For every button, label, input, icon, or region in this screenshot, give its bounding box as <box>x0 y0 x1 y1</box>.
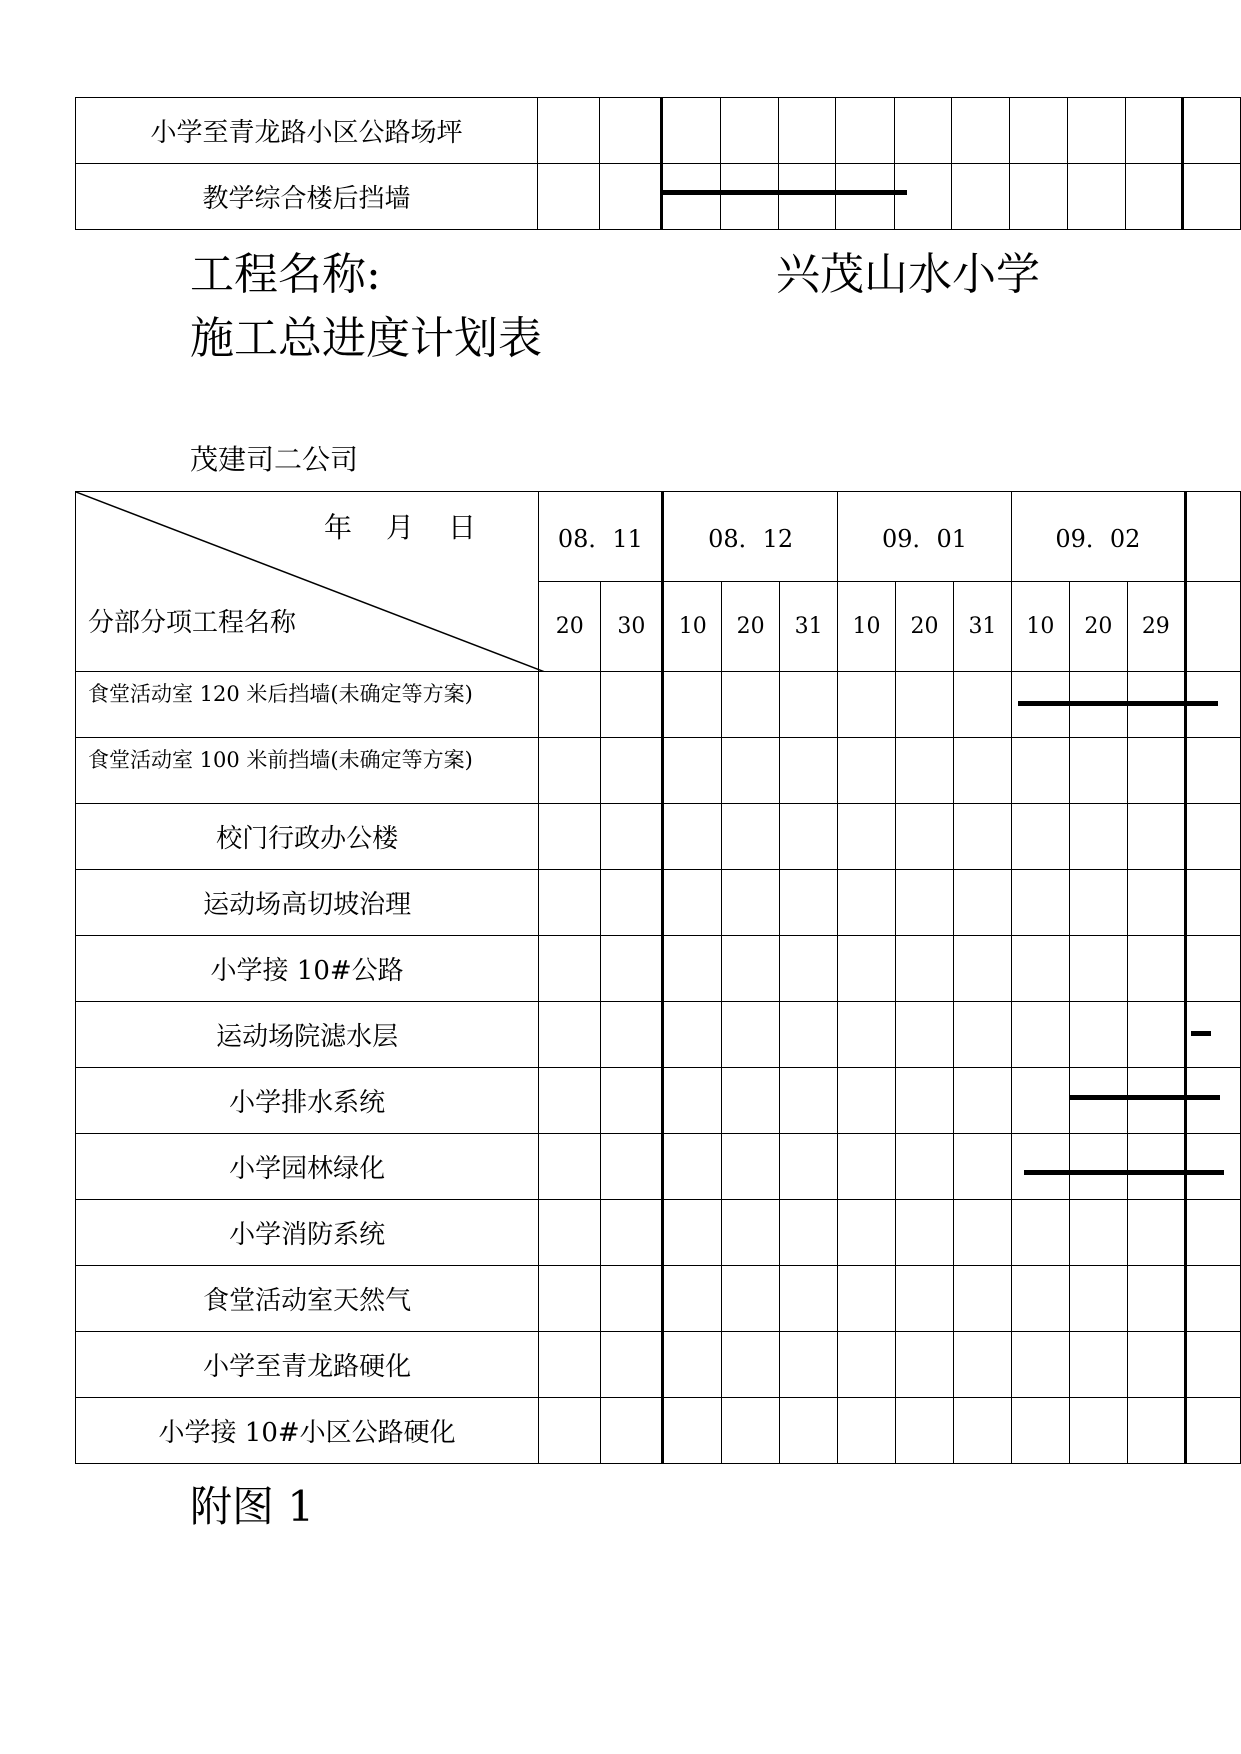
timeline-cell <box>953 804 1011 870</box>
task-name: 运动场院滤水层 <box>76 1002 539 1068</box>
timeline-cell <box>1012 738 1069 804</box>
timeline-cell <box>1069 738 1127 804</box>
timeline-cell <box>837 1332 895 1398</box>
timeline-cell <box>953 1266 1011 1332</box>
timeline-cell <box>601 1266 663 1332</box>
day-header: 29 <box>1128 582 1186 672</box>
timeline-cell <box>601 672 663 738</box>
day-label: 日 <box>448 511 477 544</box>
timeline-cell <box>896 672 953 738</box>
timeline-cell <box>1069 1398 1127 1464</box>
timeline-cell <box>1069 1332 1127 1398</box>
month-header: 08．12 <box>663 492 837 582</box>
timeline-cell <box>539 672 601 738</box>
timeline-cell <box>721 672 779 738</box>
task-name: 小学接 10#小区公路硬化 <box>76 1398 539 1464</box>
timeline-cell <box>1185 936 1240 1002</box>
day-header: 20 <box>721 582 779 672</box>
project-name: 兴茂山水小学 <box>776 249 1040 300</box>
table-title: 施工总进度计划表 <box>190 313 542 364</box>
timeline-cell <box>896 936 953 1002</box>
task-name: 运动场高切坡治理 <box>76 870 539 936</box>
task-name: 小学排水系统 <box>76 1068 539 1134</box>
day-header: 20 <box>1069 582 1127 672</box>
table-row <box>76 1200 1241 1266</box>
task-name: 小学至青龙路硬化 <box>76 1332 539 1398</box>
timeline-cell <box>1185 1002 1240 1068</box>
timeline-cell <box>601 1002 663 1068</box>
date-header <box>324 506 510 546</box>
timeline-cell <box>896 870 953 936</box>
timeline-cell <box>1012 672 1069 738</box>
timeline-cell <box>953 870 1011 936</box>
timeline-cell <box>837 738 895 804</box>
timeline-cell <box>721 870 779 936</box>
timeline-cell <box>896 1266 953 1332</box>
timeline-cell <box>721 1068 779 1134</box>
table-row <box>76 738 1241 804</box>
timeline-cell <box>1069 1266 1127 1332</box>
timeline-cell <box>539 1134 601 1200</box>
timeline-cell <box>837 1068 895 1134</box>
timeline-cell <box>539 1266 601 1332</box>
timeline-cell <box>780 804 837 870</box>
timeline-cell <box>663 1200 721 1266</box>
timeline-cell <box>663 1266 721 1332</box>
task-name: 食堂活动室 120 米后挡墙(未确定等方案) <box>76 672 539 738</box>
timeline-cell <box>780 738 837 804</box>
timeline-cell <box>539 936 601 1002</box>
timeline-cell <box>663 1068 721 1134</box>
timeline-cell <box>539 738 601 804</box>
task-name: 食堂活动室天然气 <box>76 1266 539 1332</box>
timeline-cell <box>953 1134 1011 1200</box>
project-label: 工程名称: <box>190 249 381 300</box>
schedule-table <box>75 491 1241 1464</box>
timeline-cell <box>837 1134 895 1200</box>
timeline-cell <box>1185 738 1240 804</box>
timeline-cell <box>780 1266 837 1332</box>
task-name: 小学接 10#公路 <box>76 936 539 1002</box>
task-name: 教学综合楼后挡墙 <box>76 164 538 230</box>
timeline-cell <box>896 1134 953 1200</box>
timeline-cell <box>1128 870 1186 936</box>
timeline-cell <box>1012 804 1069 870</box>
task-name-header: 分部分项工程名称 <box>88 608 297 638</box>
table-row <box>76 1068 1241 1134</box>
timeline-cell <box>1185 1398 1240 1464</box>
timeline-cell <box>1185 804 1240 870</box>
timeline-cell <box>1012 1002 1069 1068</box>
timeline-cell <box>780 1134 837 1200</box>
timeline-cell <box>1069 1134 1127 1200</box>
timeline-cell <box>1012 870 1069 936</box>
timeline-cell <box>896 1200 953 1266</box>
timeline-cell <box>1128 738 1186 804</box>
timeline-cell <box>601 1398 663 1464</box>
day-header: 30 <box>601 582 663 672</box>
timeline-cell <box>1069 1068 1127 1134</box>
timeline-cell <box>1185 1134 1240 1200</box>
table-row <box>76 804 1241 870</box>
timeline-cell <box>837 672 895 738</box>
timeline-cell <box>953 1332 1011 1398</box>
timeline-cell <box>1012 1332 1069 1398</box>
table-row <box>76 1266 1241 1332</box>
task-name: 校门行政办公楼 <box>76 804 539 870</box>
timeline-cell <box>539 870 601 936</box>
timeline-cell <box>1185 1068 1240 1134</box>
company-name: 茂建司二公司 <box>190 443 359 476</box>
month-header: 08．11 <box>539 492 663 582</box>
timeline-cell <box>601 1134 663 1200</box>
timeline-cell <box>721 1332 779 1398</box>
timeline-cell <box>1128 1068 1186 1134</box>
timeline-cell <box>1012 1134 1069 1200</box>
timeline-cell <box>601 870 663 936</box>
timeline-cell <box>539 804 601 870</box>
timeline-cell <box>539 1332 601 1398</box>
timeline-cell <box>663 804 721 870</box>
timeline-cell <box>1012 1200 1069 1266</box>
month-header: 09．02 <box>1012 492 1185 582</box>
timeline-cell <box>837 1266 895 1332</box>
timeline-cell <box>1012 1398 1069 1464</box>
table-row <box>76 98 1241 164</box>
day-header: 20 <box>539 582 601 672</box>
timeline-cell <box>1128 1332 1186 1398</box>
timeline-cell <box>837 804 895 870</box>
timeline-cell <box>896 804 953 870</box>
timeline-cell <box>1069 870 1127 936</box>
timeline-cell <box>1128 1398 1186 1464</box>
timeline-cell <box>1185 870 1240 936</box>
timeline-cell <box>953 672 1011 738</box>
timeline-cell <box>601 804 663 870</box>
timeline-cell <box>953 1068 1011 1134</box>
figure-caption: 附图 1 <box>190 1482 315 1531</box>
timeline-cell <box>780 1200 837 1266</box>
timeline-cell <box>1128 1002 1186 1068</box>
timeline-cell <box>837 870 895 936</box>
timeline-cell <box>1185 1332 1240 1398</box>
timeline-cell <box>953 1398 1011 1464</box>
header-corner <box>76 492 539 672</box>
timeline-cell <box>601 1200 663 1266</box>
timeline-cell <box>780 936 837 1002</box>
timeline-cell <box>1128 1134 1186 1200</box>
task-name: 小学园林绿化 <box>76 1134 539 1200</box>
timeline-cell <box>601 1068 663 1134</box>
timeline-cell <box>663 870 721 936</box>
table-row <box>76 870 1241 936</box>
timeline-cell <box>1069 1200 1127 1266</box>
header-row-months <box>76 492 1241 582</box>
timeline-cell <box>837 1002 895 1068</box>
timeline-cell <box>1128 804 1186 870</box>
timeline-cell <box>837 1398 895 1464</box>
timeline-cell <box>780 1068 837 1134</box>
timeline-cell <box>663 1332 721 1398</box>
timeline-cell <box>780 672 837 738</box>
timeline-cell <box>539 1002 601 1068</box>
table-row <box>76 1398 1241 1464</box>
table-row <box>76 1002 1241 1068</box>
timeline-cell <box>780 1002 837 1068</box>
table-row <box>76 1134 1241 1200</box>
table-row <box>76 164 1241 230</box>
timeline-cell <box>663 1134 721 1200</box>
timeline-cell <box>953 738 1011 804</box>
timeline-cell <box>1185 1266 1240 1332</box>
timeline-cell <box>721 1002 779 1068</box>
timeline-cell <box>721 804 779 870</box>
timeline-cell <box>721 936 779 1002</box>
timeline-cell <box>1128 672 1186 738</box>
timeline-cell <box>896 738 953 804</box>
timeline-cell <box>539 1200 601 1266</box>
timeline-cell <box>663 738 721 804</box>
day-header: 10 <box>837 582 895 672</box>
timeline-cell <box>601 738 663 804</box>
timeline-cell <box>1069 672 1127 738</box>
timeline-cell <box>1012 1266 1069 1332</box>
timeline-cell <box>539 1398 601 1464</box>
task-name: 小学消防系统 <box>76 1200 539 1266</box>
timeline-cell <box>721 1266 779 1332</box>
timeline-cell <box>837 936 895 1002</box>
timeline-cell <box>896 1002 953 1068</box>
timeline-cell <box>721 1398 779 1464</box>
day-header: 31 <box>780 582 837 672</box>
timeline-cell <box>1185 1200 1240 1266</box>
timeline-cell <box>663 672 721 738</box>
top-partial-table <box>75 97 1241 230</box>
timeline-cell <box>721 1134 779 1200</box>
timeline-cell <box>1069 804 1127 870</box>
timeline-cell <box>1012 936 1069 1002</box>
table-row <box>76 672 1241 738</box>
timeline-cell <box>953 936 1011 1002</box>
timeline-cell <box>1069 936 1127 1002</box>
day-header: 20 <box>896 582 953 672</box>
month-header: 09．01 <box>837 492 1011 582</box>
timeline-cell <box>663 1002 721 1068</box>
timeline-cell <box>1012 1068 1069 1134</box>
timeline-cell <box>601 936 663 1002</box>
table-row <box>76 1332 1241 1398</box>
task-rows <box>76 672 1241 1464</box>
task-name: 食堂活动室 100 米前挡墙(未确定等方案) <box>76 738 539 804</box>
timeline-cell <box>663 1398 721 1464</box>
timeline-cell <box>539 1068 601 1134</box>
timeline-cell <box>1128 1266 1186 1332</box>
table-row <box>76 936 1241 1002</box>
timeline-cell <box>663 936 721 1002</box>
timeline-cell <box>780 870 837 936</box>
day-header: 31 <box>953 582 1011 672</box>
timeline-cell <box>896 1068 953 1134</box>
timeline-cell <box>953 1200 1011 1266</box>
day-header: 10 <box>1012 582 1069 672</box>
timeline-cell <box>1185 672 1240 738</box>
timeline-cell <box>1069 1002 1127 1068</box>
task-name: 小学至青龙路小区公路场坪 <box>76 98 538 164</box>
day-header: 10 <box>663 582 721 672</box>
timeline-cell <box>837 1200 895 1266</box>
month-label: 月 <box>386 511 415 544</box>
timeline-cell <box>896 1332 953 1398</box>
year-label: 年 <box>324 511 353 544</box>
timeline-cell <box>601 1332 663 1398</box>
timeline-cell <box>780 1332 837 1398</box>
timeline-cell <box>953 1002 1011 1068</box>
timeline-cell <box>1128 1200 1186 1266</box>
timeline-cell <box>721 1200 779 1266</box>
timeline-cell <box>721 738 779 804</box>
schedule-bar <box>1191 1031 1211 1036</box>
timeline-cell <box>780 1398 837 1464</box>
timeline-cell <box>896 1398 953 1464</box>
timeline-cell <box>1128 936 1186 1002</box>
